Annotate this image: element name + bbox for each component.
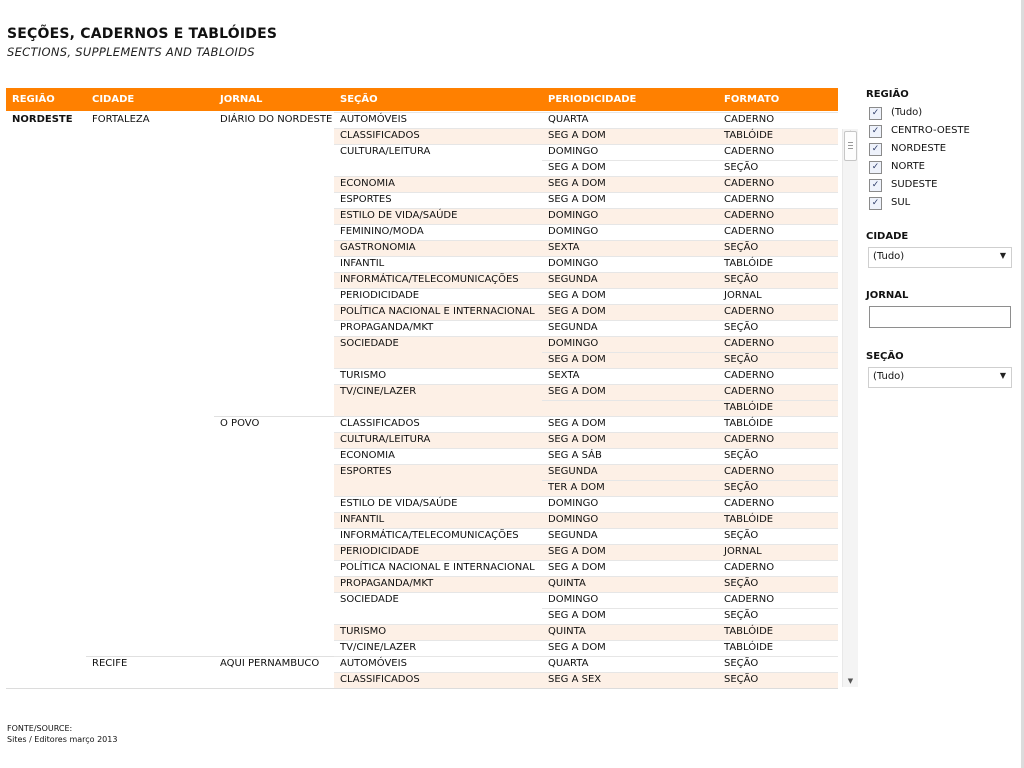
column-header-secao[interactable]: SEÇÃO bbox=[340, 94, 378, 105]
formato-cell: SEÇÃO bbox=[724, 530, 759, 541]
paper-cell: DIÁRIO DO NORDESTE bbox=[220, 114, 333, 125]
section-cell[interactable]: CLASSIFICADOS bbox=[340, 130, 420, 141]
table-bottom-border bbox=[6, 688, 838, 689]
periodicidade-cell: SEG A DOM bbox=[548, 546, 606, 557]
formato-cell: SEÇÃO bbox=[724, 674, 759, 685]
periodicidade-cell: DOMINGO bbox=[548, 594, 599, 605]
section-cell[interactable]: TV/CINE/LAZER bbox=[340, 386, 417, 397]
checkbox[interactable]: ✓ bbox=[869, 107, 882, 120]
periodicidade-cell: SEG A DOM bbox=[548, 434, 606, 445]
formato-cell: TABLÓIDE bbox=[724, 418, 774, 429]
page-title: SEÇÕES, CADERNOS E TABLÓIDES bbox=[7, 26, 278, 42]
periodicidade-cell: SEGUNDA bbox=[548, 322, 598, 333]
source-value: Sites / Editores março 2013 bbox=[7, 735, 118, 744]
periodicidade-cell: SEG A DOM bbox=[548, 642, 606, 653]
filter-regiao-option-label: SUL bbox=[891, 197, 911, 208]
filter-secao-value: (Tudo) bbox=[873, 371, 905, 382]
formato-cell: TABLÓIDE bbox=[724, 130, 774, 141]
formato-cell: TABLÓIDE bbox=[724, 402, 774, 413]
filter-cidade-label: CIDADE bbox=[866, 231, 909, 242]
filter-regiao-label: REGIÃO bbox=[866, 89, 909, 100]
formato-cell: CADERNO bbox=[724, 338, 775, 349]
filter-regiao-option-label: SUDESTE bbox=[891, 179, 938, 190]
periodicidade-cell: SEGUNDA bbox=[548, 530, 598, 541]
filter-regiao-option-label: (Tudo) bbox=[891, 107, 923, 118]
periodicidade-cell: SEG A DOM bbox=[548, 418, 606, 429]
city-cell: RECIFE bbox=[92, 658, 128, 669]
section-cell[interactable]: CULTURA/LEITURA bbox=[340, 146, 431, 157]
formato-cell: JORNAL bbox=[724, 290, 762, 301]
filter-secao-label: SEÇÃO bbox=[866, 351, 904, 362]
formato-cell: SEÇÃO bbox=[724, 450, 759, 461]
filter-cidade-dropdown[interactable] bbox=[868, 247, 1012, 268]
grip-line bbox=[848, 145, 853, 146]
grip-line bbox=[848, 142, 853, 143]
formato-cell: CADERNO bbox=[724, 386, 775, 397]
formato-cell: SEÇÃO bbox=[724, 658, 759, 669]
section-cell[interactable]: INFORMÁTICA/TELECOMUNICAÇÕES bbox=[340, 530, 519, 541]
section-cell[interactable]: ESTILO DE VIDA/SAÚDE bbox=[340, 498, 458, 509]
periodicidade-cell: DOMINGO bbox=[548, 258, 599, 269]
periodicidade-cell: DOMINGO bbox=[548, 226, 599, 237]
section-cell[interactable]: POLÍTICA NACIONAL E INTERNACIONAL bbox=[340, 562, 535, 573]
section-cell[interactable]: CLASSIFICADOS bbox=[340, 674, 420, 685]
periodicidade-cell: SEG A DOM bbox=[548, 162, 606, 173]
periodicidade-cell: DOMINGO bbox=[548, 210, 599, 221]
formato-cell: SEÇÃO bbox=[724, 578, 759, 589]
formato-cell: JORNAL bbox=[724, 546, 762, 557]
periodicidade-cell: DOMINGO bbox=[548, 146, 599, 157]
formato-cell: SEÇÃO bbox=[724, 162, 759, 173]
periodicidade-cell: DOMINGO bbox=[548, 498, 599, 509]
section-cell[interactable]: PERIODICIDADE bbox=[340, 546, 420, 557]
periodicidade-cell: SEG A DOM bbox=[548, 178, 606, 189]
formato-cell: CADERNO bbox=[724, 210, 775, 221]
formato-cell: TABLÓIDE bbox=[724, 514, 774, 525]
column-header-regiao[interactable]: REGIÃO bbox=[12, 94, 55, 105]
checkbox[interactable]: ✓ bbox=[869, 197, 882, 210]
table-body bbox=[6, 112, 838, 688]
periodicidade-cell: DOMINGO bbox=[548, 514, 599, 525]
section-cell[interactable]: PROPAGANDA/MKT bbox=[340, 322, 434, 333]
periodicidade-cell: SEG A DOM bbox=[548, 290, 606, 301]
formato-cell: SEÇÃO bbox=[724, 274, 759, 285]
section-cell[interactable]: CLASSIFICADOS bbox=[340, 418, 420, 429]
scrollbar-thumb[interactable] bbox=[844, 131, 857, 161]
filter-jornal-label: JORNAL bbox=[866, 290, 909, 301]
section-cell[interactable]: POLÍTICA NACIONAL E INTERNACIONAL bbox=[340, 306, 535, 317]
periodicidade-cell: SEG A DOM bbox=[548, 306, 606, 317]
periodicidade-cell: DOMINGO bbox=[548, 338, 599, 349]
section-cell[interactable]: TURISMO bbox=[340, 626, 387, 637]
column-header-cidade[interactable]: CIDADE bbox=[92, 94, 135, 105]
checkbox[interactable]: ✓ bbox=[869, 179, 882, 192]
formato-cell: SEÇÃO bbox=[724, 242, 759, 253]
table-scrollbar[interactable] bbox=[842, 129, 858, 687]
section-cell[interactable]: AUTOMÓVEIS bbox=[340, 658, 407, 669]
periodicidade-cell: SEXTA bbox=[548, 370, 580, 381]
periodicidade-cell: SEG A DOM bbox=[548, 610, 606, 621]
periodicidade-cell: SEGUNDA bbox=[548, 274, 598, 285]
checkbox[interactable]: ✓ bbox=[869, 143, 882, 156]
periodicidade-cell: QUARTA bbox=[548, 114, 589, 125]
periodicidade-cell: SEG A DOM bbox=[548, 562, 606, 573]
chevron-down-icon: ▼ bbox=[999, 251, 1006, 260]
formato-cell: SEÇÃO bbox=[724, 482, 759, 493]
section-cell[interactable]: ECONOMIA bbox=[340, 450, 395, 461]
grip-line bbox=[848, 148, 853, 149]
formato-cell: CADERNO bbox=[724, 562, 775, 573]
periodicidade-cell: TER A DOM bbox=[548, 482, 605, 493]
periodicidade-cell: SEG A SEX bbox=[548, 674, 602, 685]
subrow-divider bbox=[542, 400, 838, 401]
formato-cell: CADERNO bbox=[724, 146, 775, 157]
section-cell[interactable]: ESTILO DE VIDA/SAÚDE bbox=[340, 210, 458, 221]
filter-jornal-input[interactable] bbox=[869, 306, 1011, 328]
formato-cell: SEÇÃO bbox=[724, 610, 759, 621]
section-cell[interactable]: INFANTIL bbox=[340, 514, 385, 525]
column-header-formato[interactable]: FORMATO bbox=[724, 94, 780, 105]
paper-cell: AQUI PERNAMBUCO bbox=[220, 658, 320, 669]
formato-cell: CADERNO bbox=[724, 594, 775, 605]
data-table bbox=[6, 88, 838, 688]
chevron-down-icon: ▼ bbox=[999, 371, 1006, 380]
column-header-jornal[interactable]: JORNAL bbox=[220, 94, 263, 105]
filter-regiao-option-label: NORTE bbox=[891, 161, 925, 172]
section-cell[interactable]: PERIODICIDADE bbox=[340, 290, 420, 301]
scroll-down-icon[interactable]: ▼ bbox=[847, 677, 854, 685]
section-cell[interactable]: INFANTIL bbox=[340, 258, 385, 269]
filter-cidade-value: (Tudo) bbox=[873, 251, 905, 262]
checkbox[interactable]: ✓ bbox=[869, 161, 882, 174]
periodicidade-cell: SEG A DOM bbox=[548, 354, 606, 365]
section-cell[interactable]: INFORMÁTICA/TELECOMUNICAÇÕES bbox=[340, 274, 519, 285]
periodicidade-cell: QUINTA bbox=[548, 626, 586, 637]
formato-cell: CADERNO bbox=[724, 370, 775, 381]
formato-cell: CADERNO bbox=[724, 498, 775, 509]
filter-regiao-option-label: NORDESTE bbox=[891, 143, 947, 154]
formato-cell: CADERNO bbox=[724, 434, 775, 445]
formato-cell: CADERNO bbox=[724, 466, 775, 477]
section-cell[interactable]: ESPORTES bbox=[340, 194, 392, 205]
table-header bbox=[6, 88, 838, 111]
city-cell: FORTALEZA bbox=[92, 114, 150, 125]
formato-cell: SEÇÃO bbox=[724, 354, 759, 365]
formato-cell: CADERNO bbox=[724, 194, 775, 205]
checkbox[interactable]: ✓ bbox=[869, 125, 882, 138]
section-cell[interactable]: SOCIEDADE bbox=[340, 594, 399, 605]
section-cell[interactable]: SOCIEDADE bbox=[340, 338, 399, 349]
section-cell[interactable]: TV/CINE/LAZER bbox=[340, 642, 417, 653]
filter-regiao-option-label: CENTRO-OESTE bbox=[891, 125, 970, 136]
section-cell[interactable]: ECONOMIA bbox=[340, 178, 395, 189]
formato-cell: CADERNO bbox=[724, 306, 775, 317]
formato-cell: TABLÓIDE bbox=[724, 642, 774, 653]
periodicidade-cell: SEXTA bbox=[548, 242, 580, 253]
periodicidade-cell: QUINTA bbox=[548, 578, 586, 589]
formato-cell: CADERNO bbox=[724, 178, 775, 189]
section-cell[interactable]: PROPAGANDA/MKT bbox=[340, 578, 434, 589]
paper-cell: O POVO bbox=[220, 418, 260, 429]
periodicidade-cell: SEG A DOM bbox=[548, 130, 606, 141]
formato-cell: SEÇÃO bbox=[724, 322, 759, 333]
periodicidade-cell: SEGUNDA bbox=[548, 466, 598, 477]
column-header-periodicidade[interactable]: PERIODICIDADE bbox=[548, 94, 637, 105]
formato-cell: CADERNO bbox=[724, 226, 775, 237]
section-cell[interactable]: ESPORTES bbox=[340, 466, 392, 477]
source-label: FONTE/SOURCE: bbox=[7, 724, 73, 733]
page-subtitle: SECTIONS, SUPPLEMENTS AND TABLOIDS bbox=[7, 45, 255, 59]
periodicidade-cell: QUARTA bbox=[548, 658, 589, 669]
periodicidade-cell: SEG A SÁB bbox=[548, 450, 602, 461]
periodicidade-cell: SEG A DOM bbox=[548, 386, 606, 397]
section-cell[interactable]: TURISMO bbox=[340, 370, 387, 381]
periodicidade-cell: SEG A DOM bbox=[548, 194, 606, 205]
section-cell[interactable]: AUTOMÓVEIS bbox=[340, 114, 407, 125]
section-cell[interactable]: CULTURA/LEITURA bbox=[340, 434, 431, 445]
formato-cell: CADERNO bbox=[724, 114, 775, 125]
formato-cell: TABLÓIDE bbox=[724, 626, 774, 637]
section-cell[interactable]: GASTRONOMIA bbox=[340, 242, 416, 253]
formato-cell: TABLÓIDE bbox=[724, 258, 774, 269]
section-cell[interactable]: FEMININO/MODA bbox=[340, 226, 424, 237]
region-cell: NORDESTE bbox=[12, 114, 73, 125]
filter-secao-dropdown[interactable] bbox=[868, 367, 1012, 388]
